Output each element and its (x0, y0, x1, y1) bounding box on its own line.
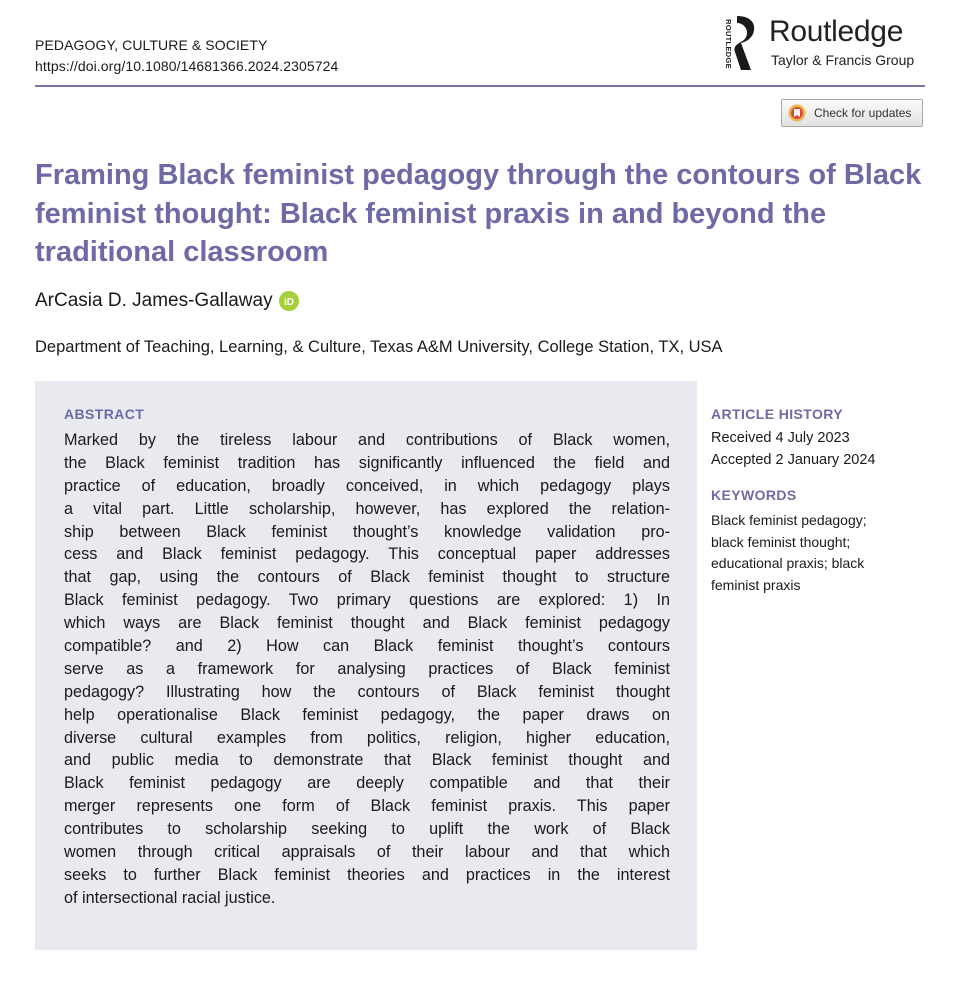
abstract-line: practice of education, broadly conceived, in which pedagogy plays (64, 476, 670, 495)
publisher-name: Routledge (769, 15, 904, 48)
abstract-line: diverse cultural examples from politics, religion, higher education, (64, 728, 670, 747)
accepted-date: Accepted 2 January 2024 (711, 452, 876, 468)
abstract-line: pedagogy? Illustrating how the contours of Black feminist thought (64, 682, 670, 701)
abstract-heading: ABSTRACT (64, 406, 145, 422)
keywords-heading: KEYWORDS (711, 487, 797, 503)
check-updates-icon (788, 104, 806, 122)
publisher-group: Taylor & Francis Group (771, 52, 915, 68)
abstract-line: Black feminist pedagogy. Two primary questions are explored: 1) In (64, 591, 670, 610)
journal-header (35, 35, 338, 77)
abstract-line: cess and Black feminist pedagogy. This conceptual paper addresses (64, 545, 670, 564)
orcid-icon[interactable] (279, 291, 299, 311)
header-divider (35, 85, 925, 87)
author (35, 288, 299, 314)
doi-link[interactable]: https://doi.org/10.1080/14681366.2024.2305724 (35, 58, 339, 74)
check-for-updates-button[interactable] (781, 99, 923, 127)
journal-name: PEDAGOGY, CULTURE & SOCIETY (35, 37, 268, 53)
abstract-line: the Black feminist tradition has significantly influenced the field and (64, 453, 670, 472)
keyword-line: educational praxis; black (711, 555, 865, 571)
abstract-line: merger represents one form of Black feminist praxis. This paper (64, 797, 670, 816)
keywords-list (711, 510, 867, 596)
abstract-line: compatible? and 2) How can Black feminist thought’s contours (64, 637, 670, 656)
abstract-line: and public media to demonstrate that Black feminist thought and (64, 751, 670, 770)
article-title: Framing Black feminist pedagogy through the contours of Black feminist thought: Black feminist praxis in and beyond the traditional classroom (35, 159, 922, 268)
abstract-line: a vital part. Little scholarship, however, has explored the relation- (64, 499, 670, 518)
abstract-line: women through critical appraisals of their labour and that which (64, 843, 670, 862)
article-history-heading: ARTICLE HISTORY (711, 406, 844, 422)
keyword-line: feminist praxis (711, 576, 801, 593)
abstract-line: seeks to further Black feminist theories and practices in the interest (64, 865, 670, 884)
keyword-line: black feminist thought; (711, 533, 851, 550)
routledge-logo-icon (717, 14, 763, 72)
publisher-vertical-text: ROUTLEDGE (724, 19, 733, 69)
abstract-line: contributes to scholarship seeking to uplift the work of Black (64, 820, 670, 839)
abstract-body (64, 429, 670, 910)
abstract-line: serve as a framework for analysing practices of Black feminist (64, 659, 670, 678)
abstract-line: Marked by the tireless labour and contributions of Black women, (64, 431, 670, 449)
abstract-line: Black feminist pedagogy are deeply compatible and that their (64, 774, 670, 793)
abstract-line: that gap, using the contours of Black feminist thought to structure (64, 568, 670, 587)
abstract-line: which ways are Black feminist thought and Black feminist pedagogy (64, 614, 670, 633)
abstract-line: help operationalise Black feminist pedagogy, the paper draws on (64, 705, 670, 724)
received-date: Received 4 July 2023 (711, 430, 850, 446)
abstract-line: of intersectional racial justice. (64, 888, 276, 907)
keyword-line: Black feminist pedagogy; (711, 512, 867, 528)
publisher-logo[interactable] (717, 14, 932, 74)
check-updates-label: Check for updates (814, 106, 912, 120)
svg-text:iD: iD (283, 297, 294, 308)
author-name[interactable]: ArCasia D. James-Gallaway (35, 290, 273, 311)
abstract-line: ship between Black feminist thought’s knowledge validation pro- (64, 522, 670, 541)
affiliation: Department of Teaching, Learning, & Culture, Texas A&M University, College Station, TX, USA (35, 338, 723, 356)
